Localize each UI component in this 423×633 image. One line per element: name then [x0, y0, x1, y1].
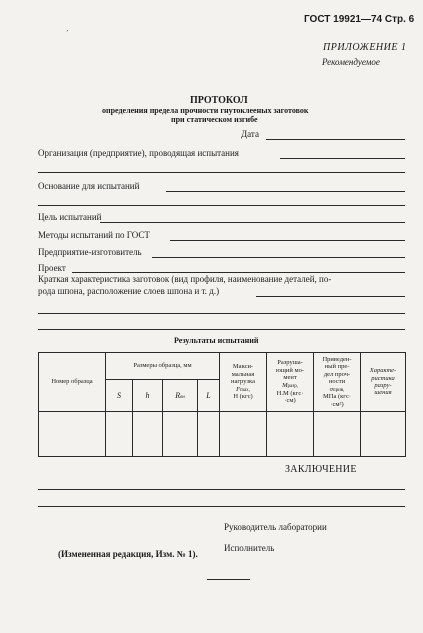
table-cell[interactable] — [106, 412, 133, 457]
col-character-header: Характе- ристика разру- шения — [361, 353, 406, 412]
table-cell[interactable] — [267, 412, 314, 457]
manufacturer-label: Предприятие-изготовитель — [38, 247, 142, 257]
conclusion-title: ЗАКЛЮЧЕНИЕ — [285, 464, 357, 475]
table-cell[interactable] — [220, 412, 267, 457]
table-cell[interactable] — [198, 412, 220, 457]
characteristic-line[interactable] — [256, 296, 405, 297]
basis-label: Основание для испытаний — [38, 181, 140, 191]
characteristic-label-2: рода шпона, расположение слоев шпона и т. д.) — [38, 286, 220, 296]
executor-label: Исполнитель — [224, 543, 275, 553]
methods-label: Методы испытаний по ГОСТ — [38, 230, 150, 240]
organization-label: Организация (предприятие), проводящая испытания — [38, 148, 239, 158]
project-line[interactable] — [72, 272, 405, 273]
table-cell[interactable] — [133, 412, 163, 457]
table-cell[interactable] — [39, 412, 106, 457]
results-table — [38, 352, 406, 457]
speck-mark: ´ — [66, 29, 69, 38]
col-sample-header: Номер образца — [39, 353, 106, 412]
col-sizes-header: Размеры образца, мм — [106, 353, 220, 380]
basis-line-2[interactable] — [38, 205, 405, 206]
col-h-header: h — [133, 380, 163, 412]
characteristic-line-3[interactable] — [38, 329, 405, 330]
table-cell[interactable] — [163, 412, 198, 457]
conclusion-line-2[interactable] — [38, 506, 405, 507]
col-strength-header: Приведен- ный пре- дел проч- ности σприв, МПа (кгс· ·см²) — [314, 353, 361, 412]
characteristic-line-2[interactable] — [38, 313, 405, 314]
manufacturer-line[interactable] — [152, 257, 405, 258]
project-label: Проект — [38, 263, 66, 273]
appendix-title: ПРИЛОЖЕНИЕ 1 — [323, 42, 407, 53]
organization-line[interactable] — [280, 158, 405, 159]
purpose-line[interactable] — [100, 222, 405, 223]
protocol-subtitle-2: при статическом изгибе — [171, 115, 258, 124]
protocol-title: ПРОТОКОЛ — [190, 95, 248, 106]
protocol-subtitle-1: определения предела прочности гнутоклееных заготовок — [102, 106, 309, 115]
col-l-header: L — [198, 380, 220, 412]
footer-rule — [207, 579, 250, 580]
lab-head-label: Руководитель лаборатории — [224, 522, 327, 532]
methods-line[interactable] — [170, 240, 405, 241]
date-label: Дата — [241, 129, 259, 139]
table-cell[interactable] — [361, 412, 406, 457]
conclusion-line-1[interactable] — [38, 489, 405, 490]
date-line[interactable] — [266, 139, 405, 140]
col-load-header: Макси- мальная нагрузка Fmax, Н (кгс) — [220, 353, 267, 412]
col-s-header: S — [106, 380, 133, 412]
purpose-label: Цель испытаний — [38, 212, 102, 222]
table-cell[interactable] — [314, 412, 361, 457]
basis-line[interactable] — [166, 191, 405, 192]
appendix-status: Рекомендуемое — [322, 57, 380, 67]
col-moment-header: Разруша- ющий мо- мент Mразр, Н.М (кгс· ·см) — [267, 353, 314, 412]
organization-line-2[interactable] — [38, 172, 405, 173]
results-title: Результаты испытаний — [174, 336, 259, 345]
edition-note: (Измененная редакция, Изм. № 1). — [58, 549, 198, 559]
page-header: ГОСТ 19921—74 Стр. 6 — [304, 14, 415, 25]
characteristic-label-1: Краткая характеристика заготовок (вид профиля, наименование деталей, по- — [38, 274, 332, 284]
col-r-header: Rвн — [163, 380, 198, 412]
